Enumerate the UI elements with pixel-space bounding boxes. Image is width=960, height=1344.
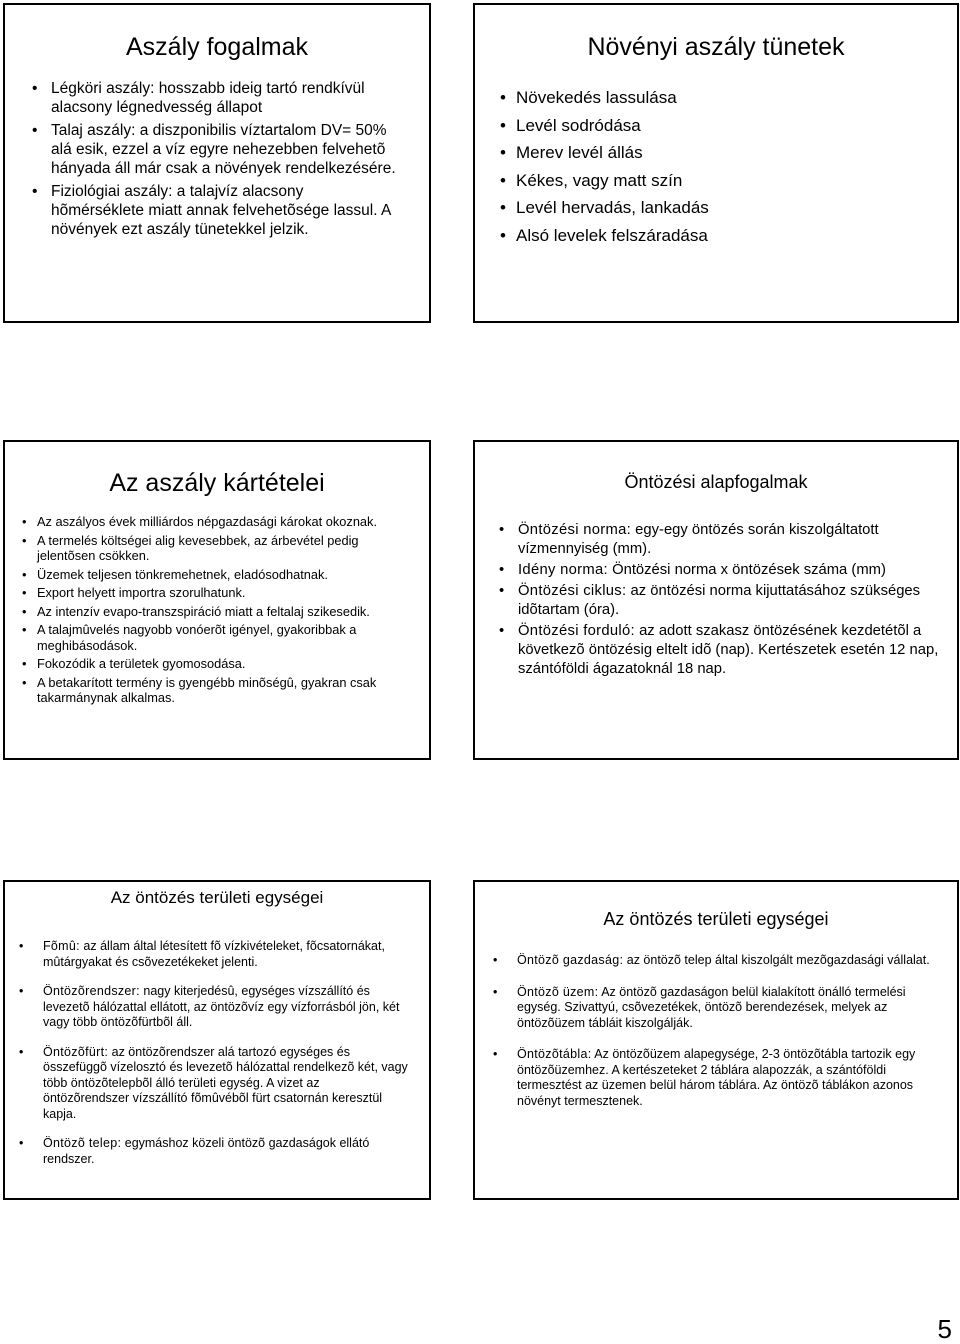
page-number: 5 <box>937 1314 952 1344</box>
bullet-list <box>500 87 937 246</box>
definition: az öntözési norma kijuttatásához szükséges idõtartam (óra). <box>518 583 921 618</box>
definition: Az öntözõ gazdaságon belül kialakított önálló termelési egység. Szivattyú, csõvezetékek, öntözõ berendezések, melyek az öntözõüzem tábláit kiszolgálják. <box>517 984 906 1030</box>
definition: Az öntözõüzem alapegysége, 2-3 öntözõtábla tartozik egy öntözõüzemhez. A kertészeteket 2 táblára alapozzák, a szántóföldi termesztést az üzemen belül három táblára. Az öntözõ táblákon azonos növényt termesztenek. <box>517 1047 916 1108</box>
slide-aszaly-kartetelei <box>3 440 431 760</box>
list-item <box>19 1045 409 1123</box>
term: Idény norma: <box>518 562 608 578</box>
list-item <box>493 1047 939 1109</box>
definition: az öntözõ telep által kiszolgált mezõgazdasági vállalat. <box>623 953 930 967</box>
slide-title: Aszály fogalmak <box>125 33 309 61</box>
term: Öntözõfürt: <box>43 1044 109 1059</box>
term: Öntözõ gazdaság: <box>517 953 624 967</box>
list-item: • Légköri aszály: hosszabb ideig tartó rendkívül alacsony légnedvesség állapot <box>32 79 399 117</box>
list-item <box>493 953 939 969</box>
term: Öntözési ciklus: <box>518 583 627 599</box>
slide-title: Az aszály kártételei <box>109 469 325 497</box>
list-item: • Fokozódik a területek gyomosodása. <box>22 656 409 672</box>
bullet-list <box>19 939 409 1167</box>
list-item: • Üzemek teljesen tönkremehetnek, eladósodhatnak. <box>22 567 409 583</box>
list-item: • Talaj aszály: a diszponibilis víztartalom DV= 50% alá esik, ezzel a víz egyre nehezebben felvehetõ hányada áll már csak a növények rendelkezésére. <box>32 121 399 178</box>
list-item: • Export helyett importra szorulhatunk. <box>22 585 409 601</box>
definition: Öntözési norma x öntözések száma (mm) <box>607 562 886 578</box>
list-item <box>499 521 939 559</box>
list-item: • A talajmûvelés nagyobb vonóerõt igényel, gyakoribbak a meghibásodások. <box>22 622 409 653</box>
list-item: • Növekedés lassulása <box>500 87 937 108</box>
bullet-list <box>493 953 939 1109</box>
list-item <box>19 939 409 970</box>
list-item <box>493 985 939 1032</box>
slide-title: Növényi aszály tünetek <box>587 33 845 61</box>
definition: egymáshoz közeli öntözõ gazdaságok ellátó rendszer. <box>43 1136 370 1166</box>
term: Öntözési norma: <box>518 522 632 538</box>
list-item: • A betakarított termény is gyengébb minõségû, gyakran csak takarmánynak alkalmas. <box>22 675 409 706</box>
list-item <box>499 622 939 679</box>
slide-aszaly-fogalmak <box>3 3 431 323</box>
bullet-list <box>499 521 939 679</box>
list-item: • Levél hervadás, lankadás <box>500 197 937 218</box>
list-item: • Merev levél állás <box>500 142 937 163</box>
list-item: • Az aszályos évek milliárdos népgazdasági károkat okoznak. <box>22 514 409 530</box>
slide-title: Az öntözés területi egységei <box>110 888 324 907</box>
term: Öntözési forduló: <box>518 623 635 639</box>
list-item <box>499 561 939 580</box>
definition: nagy kiterjedésû, egységes vízszállító és levezetõ hálózattal ellátott, az öntözõvíz egy vízforrásból jön, két vagy több öntözõfürtbõl áll. <box>43 984 400 1029</box>
term: Öntözõ üzem: <box>517 984 599 999</box>
term: Öntözõtábla: <box>517 1047 592 1061</box>
definition: egy-egy öntözés során kiszolgáltatott vízmennyiség (mm). <box>518 522 879 557</box>
slide-ontozes-teruleti-egysegei-2 <box>473 880 959 1200</box>
list-item: • Levél sodródása <box>500 115 937 136</box>
list-item <box>499 582 939 620</box>
list-item: • Alsó levelek felszáradása <box>500 225 937 246</box>
list-item <box>19 984 409 1031</box>
slide-ontozes-teruleti-egysegei-1 <box>3 880 431 1200</box>
list-item: • Fiziológiai aszály: a talajvíz alacsony hõmérséklete miatt annak felvehetõsége lassul. A növények ezt aszály tünetekkel jelzik. <box>32 182 399 239</box>
term: Fõmû: <box>43 939 80 953</box>
slide-novenyi-aszaly-tunetek <box>473 3 959 323</box>
slide-title: Öntözési alapfogalmak <box>624 472 808 492</box>
list-item: • Az intenzív evapo-transzspiráció miatt a feltalaj szikesedik. <box>22 604 409 620</box>
definition: az állam által létesített fõ vízkivételeket, fõcsatornákat, mûtárgyakat és csõvezetékeket jelenti. <box>43 939 385 969</box>
slide-title: Az öntözés területi egységei <box>603 909 829 929</box>
slide-ontozesi-alapfogalmak <box>473 440 959 760</box>
list-item: • Kékes, vagy matt szín <box>500 170 937 191</box>
definition: az öntözõrendszer alá tartozó egységes és összefüggõ vízelosztó és levezetõ hálózattal rendelkezõ két, vagy több öntözõtelepbõl álló területi egység. A vizet az öntözõrendszer vízszállító fõmûvébõl fürt csatornán keresztül kapja. <box>43 1044 408 1121</box>
list-item: • A termelés költségei alig kevesebbek, az árbevétel pedig jelentõsen csökken. <box>22 533 409 564</box>
bullet-list <box>32 79 399 239</box>
definition: az adott szakasz öntözésének kezdetétõl a következõ öntözésig eltelt idõ (nap). Kertészetek esetén 12 nap, szántóföldi ágazatoknál 18 nap. <box>518 623 939 677</box>
term: Öntözõ telep: <box>43 1136 122 1150</box>
bullet-list <box>22 514 409 706</box>
list-item <box>19 1136 409 1167</box>
term: Öntözõrendszer: <box>43 984 140 998</box>
